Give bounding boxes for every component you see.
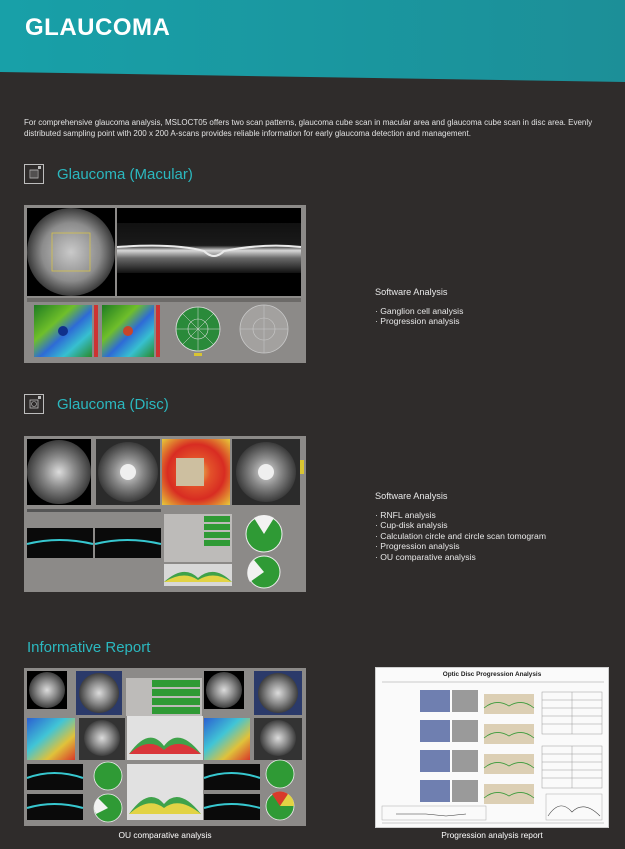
ou-comparative-art — [24, 668, 306, 826]
section-report-title: Informative Report — [27, 639, 151, 656]
macular-screenshot — [24, 205, 306, 363]
section-disc-title: Glaucoma (Disc) — [57, 395, 169, 413]
intro-paragraph: For comprehensive glaucoma analysis, MSLOCT05 offers two scan patterns, glaucoma cube scan in macular area and glaucoma cube scan in disc area. Evenly distributed sampling point with 200 x 200 A-scans provides reliable information for early glaucoma detection and management. — [24, 118, 593, 138]
macular-screenshot-art — [24, 205, 306, 363]
disc-software-analysis — [375, 491, 546, 563]
section-disc-heading — [24, 394, 169, 414]
macular-item: · Ganglion cell analysis — [375, 305, 464, 316]
disc-item: · RNFL analysis — [375, 509, 436, 520]
section-report-heading — [27, 639, 150, 656]
macular-item: · Progression analysis — [375, 316, 460, 327]
progression-report-art — [376, 668, 609, 828]
disc-software-title: Software Analysis — [375, 491, 448, 501]
disc-item: · Calculation circle and circle scan tomogram — [375, 530, 546, 541]
disc-scan-icon — [24, 394, 44, 414]
ou-comparative-screenshot — [24, 668, 306, 826]
disc-screenshot-art — [24, 436, 306, 592]
macular-software-analysis — [375, 287, 463, 327]
grid-scan-icon — [24, 164, 44, 184]
report-heading: Optic Disc Progression Analysis — [442, 671, 542, 678]
section-macular-heading — [24, 164, 193, 184]
macular-software-title: Software Analysis — [375, 287, 448, 297]
disc-item: · OU comparative analysis — [375, 551, 476, 562]
progression-report — [375, 667, 609, 828]
caption-ou-comparative: OU comparative analysis — [118, 830, 212, 840]
disc-screenshot — [24, 436, 306, 592]
header-band — [0, 0, 625, 82]
section-macular-title: Glaucoma (Macular) — [57, 165, 193, 183]
caption-progression-report: Progression analysis report — [441, 830, 543, 840]
disc-item: · Cup-disk analysis — [375, 520, 448, 531]
page-title: GLAUCOMA — [25, 14, 171, 41]
disc-item: · Progression analysis — [375, 541, 460, 552]
